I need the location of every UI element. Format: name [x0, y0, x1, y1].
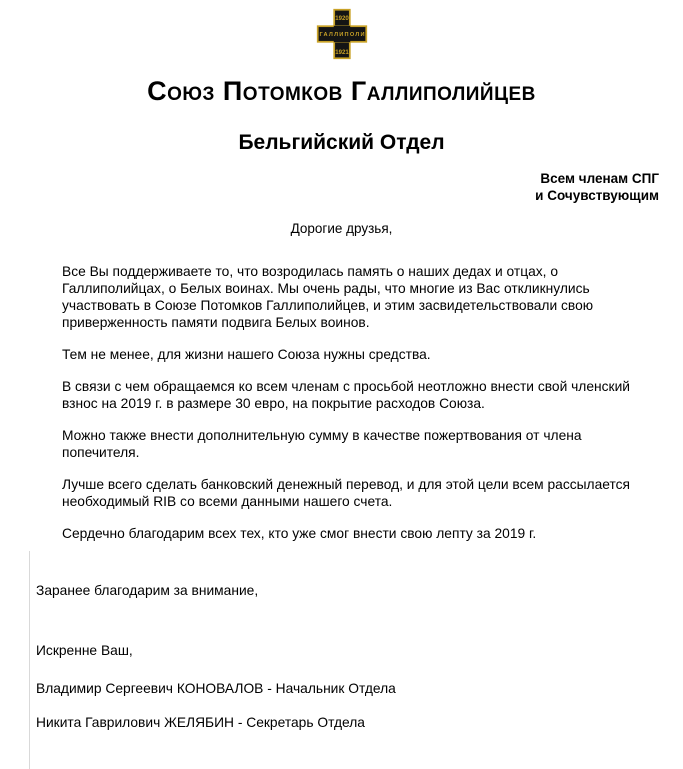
paragraph: Лучше всего сделать банковский денежный перевод, и для этой цели всем рассылается необходимый RIB со всеми данными нашего счета. [62, 477, 631, 509]
paragraph: Тем не менее, для жизни нашего Союза нужны средства. [62, 347, 431, 362]
emblem-name-text: ГАЛЛИПОЛИ [318, 32, 365, 39]
signatory-secretary: Никита Гаврилович ЖЕЛЯБИН - Секретарь Отдела [36, 715, 365, 730]
gallipoli-cross-icon [315, 8, 369, 60]
scan-edge-line [29, 551, 30, 769]
organization-title: Союз Потомков Галлиполийцев [147, 76, 536, 106]
paragraph: Сердечно благодарим всех тех, кто уже смог внести свою лепту за 2019 г. [62, 526, 537, 541]
closing-thanks: Заранее благодарим за внимание, [36, 583, 259, 598]
emblem-container [0, 8, 683, 65]
salutation: Дорогие друзья, [290, 221, 393, 236]
addressee-line-2: и Сочувствующим [535, 188, 659, 203]
emblem-year-bottom: 1921 [334, 49, 349, 56]
addressee-block [535, 170, 659, 204]
closing-sincerely: Искренне Ваш, [36, 643, 133, 658]
letter-body [62, 263, 630, 557]
department-subtitle: Бельгийский Отдел [238, 131, 445, 154]
paragraph: Можно также внести дополнительную сумму в качестве пожертвования от члена попечителя. [62, 428, 582, 460]
signatory-chief: Владимир Сергеевич КОНОВАЛОВ - Начальник Отдела [36, 681, 396, 696]
paragraph: В связи с чем обращаемся ко всем членам с просьбой неотложно внести свой членский взнос на 2019 г. в размере 30 евро, на покрытие расходов Союза. [62, 379, 631, 411]
emblem-year-top: 1920 [334, 16, 349, 23]
paragraph: Все Вы поддерживаете то, что возродилась память о наших дедах и отцах, о Галлиполийцах, о Белых воинах. Мы очень рады, что многие из Вас откликнулись участвовать в Союзе Потомков Галлиполийцев, и этим засвидетельствовали свою приверженность памяти подвига Белых воинов. [62, 264, 594, 330]
addressee-line-1: Всем членам СПГ [540, 171, 659, 186]
